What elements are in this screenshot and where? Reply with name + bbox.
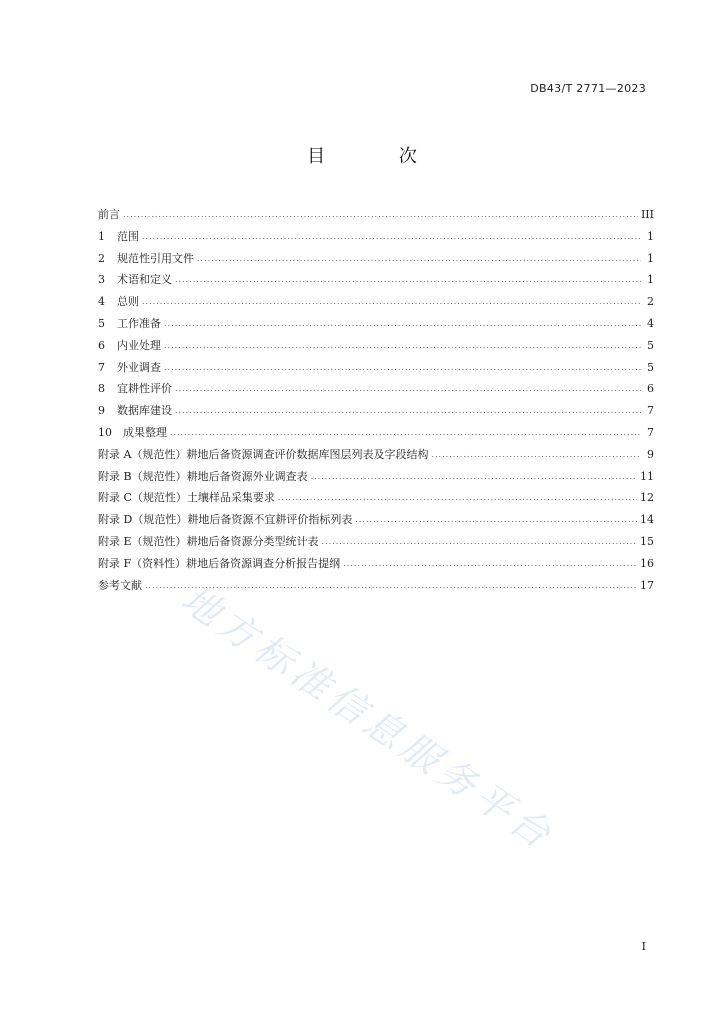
toc-title: 耕地后备资源调查评价数据库图层列表及字段结构 — [186, 447, 429, 461]
toc-title: 前言 — [98, 208, 120, 221]
toc-section-number: 10 — [98, 425, 112, 439]
toc-title: 规范性引用文件 — [117, 251, 194, 265]
toc-title: 数据库建设 — [117, 404, 172, 418]
toc-page-number: 5 — [647, 360, 654, 374]
toc-appendix-label: 附录 C（规范性） — [98, 491, 187, 505]
toc-title: 术语和定义 — [117, 273, 172, 287]
toc-title: 总则 — [117, 295, 139, 309]
toc-page-number: 1 — [647, 229, 654, 243]
toc-appendix-label: 附录 E（规范性） — [98, 534, 187, 548]
toc-title: 耕地后备资源调查分析报告提纲 — [186, 556, 341, 570]
toc-leader-dots — [311, 466, 637, 488]
toc-leader-dots — [175, 269, 641, 291]
toc-leader-dots — [142, 226, 641, 248]
toc-page-number: 11 — [640, 469, 654, 483]
table-of-contents — [98, 204, 654, 596]
toc-page-number: III — [640, 208, 654, 221]
toc-appendix-label: 附录 D（规范性） — [98, 513, 188, 527]
toc-entry[interactable] — [98, 400, 654, 422]
toc-section-number: 4 — [98, 295, 105, 309]
toc-page-number: 2 — [647, 295, 654, 309]
toc-leader-dots — [175, 378, 641, 400]
toc-leader-dots — [142, 291, 641, 313]
toc-leader-dots — [431, 444, 641, 466]
toc-section-number: 5 — [98, 316, 105, 330]
toc-leader-dots — [164, 357, 641, 379]
toc-title: 土壤样品采集要求 — [186, 491, 275, 505]
toc-leader-dots — [197, 248, 641, 270]
toc-leader-dots — [175, 400, 641, 422]
toc-title: 范围 — [117, 229, 139, 243]
toc-section-number: 3 — [98, 273, 105, 287]
toc-page-number: 14 — [640, 513, 654, 527]
page-number: I — [641, 940, 646, 953]
toc-entry[interactable] — [98, 335, 654, 357]
doc-code: DB43/T 2771—2023 — [530, 82, 646, 95]
toc-section-number: 7 — [98, 360, 105, 374]
toc-section-number: 6 — [98, 338, 105, 352]
toc-page-number: 4 — [647, 316, 654, 330]
toc-leader-dots — [164, 335, 641, 357]
toc-title: 参考文献 — [98, 578, 142, 592]
toc-entry[interactable] — [98, 509, 654, 531]
toc-entry[interactable] — [98, 313, 654, 335]
page-title: 目 次 — [307, 146, 451, 167]
toc-section-number: 2 — [98, 251, 105, 265]
toc-title: 宜耕性评价 — [117, 382, 172, 396]
toc-page-number: 17 — [640, 578, 654, 592]
toc-leader-dots — [278, 487, 637, 509]
toc-entry[interactable] — [98, 487, 654, 509]
toc-leader-dots — [170, 422, 641, 444]
toc-entry[interactable] — [98, 466, 654, 488]
toc-leader-dots — [343, 553, 637, 575]
toc-entry[interactable] — [98, 204, 654, 226]
toc-section-number: 9 — [98, 404, 105, 418]
toc-leader-dots — [164, 313, 641, 335]
toc-entry[interactable] — [98, 226, 654, 248]
toc-page-number: 7 — [647, 425, 654, 439]
toc-page-number: 12 — [640, 491, 654, 505]
toc-page-number: 6 — [647, 382, 654, 396]
toc-title: 耕地后备资源外业调查表 — [186, 469, 308, 483]
toc-title: 成果整理 — [123, 425, 167, 439]
toc-page-number: 15 — [640, 534, 654, 548]
toc-entry[interactable] — [98, 444, 654, 466]
toc-page-number: 16 — [640, 556, 654, 570]
toc-entry[interactable] — [98, 269, 654, 291]
toc-entry[interactable] — [98, 553, 654, 575]
toc-entry[interactable] — [98, 291, 654, 313]
toc-page-number: 7 — [647, 404, 654, 418]
toc-entry[interactable] — [98, 422, 654, 444]
toc-leader-dots — [355, 509, 637, 531]
toc-appendix-label: 附录 A（规范性） — [98, 447, 187, 461]
toc-page-number: 1 — [647, 251, 654, 265]
toc-entry[interactable] — [98, 531, 654, 553]
toc-entry[interactable] — [98, 248, 654, 270]
toc-section-number: 1 — [98, 229, 105, 243]
toc-leader-dots — [322, 531, 637, 553]
toc-title: 耕地后备资源不宜耕评价指标列表 — [187, 513, 353, 527]
toc-title: 工作准备 — [117, 316, 161, 330]
toc-entry[interactable] — [98, 575, 654, 597]
toc-section-number: 8 — [98, 382, 105, 396]
toc-page-number: 1 — [647, 273, 654, 287]
toc-entry[interactable] — [98, 357, 654, 379]
toc-title: 外业调查 — [117, 360, 161, 374]
toc-leader-dots — [123, 204, 638, 226]
toc-page-number: 5 — [647, 338, 654, 352]
toc-entry[interactable] — [98, 378, 654, 400]
toc-appendix-label: 附录 B（规范性） — [98, 469, 187, 483]
toc-appendix-label: 附录 F（资料性） — [98, 556, 187, 570]
watermark: 地方标准信息服务平台 — [173, 576, 563, 860]
toc-title: 内业处理 — [117, 338, 161, 352]
toc-title: 耕地后备资源分类型统计表 — [186, 534, 319, 548]
toc-page-number: 9 — [647, 447, 654, 461]
